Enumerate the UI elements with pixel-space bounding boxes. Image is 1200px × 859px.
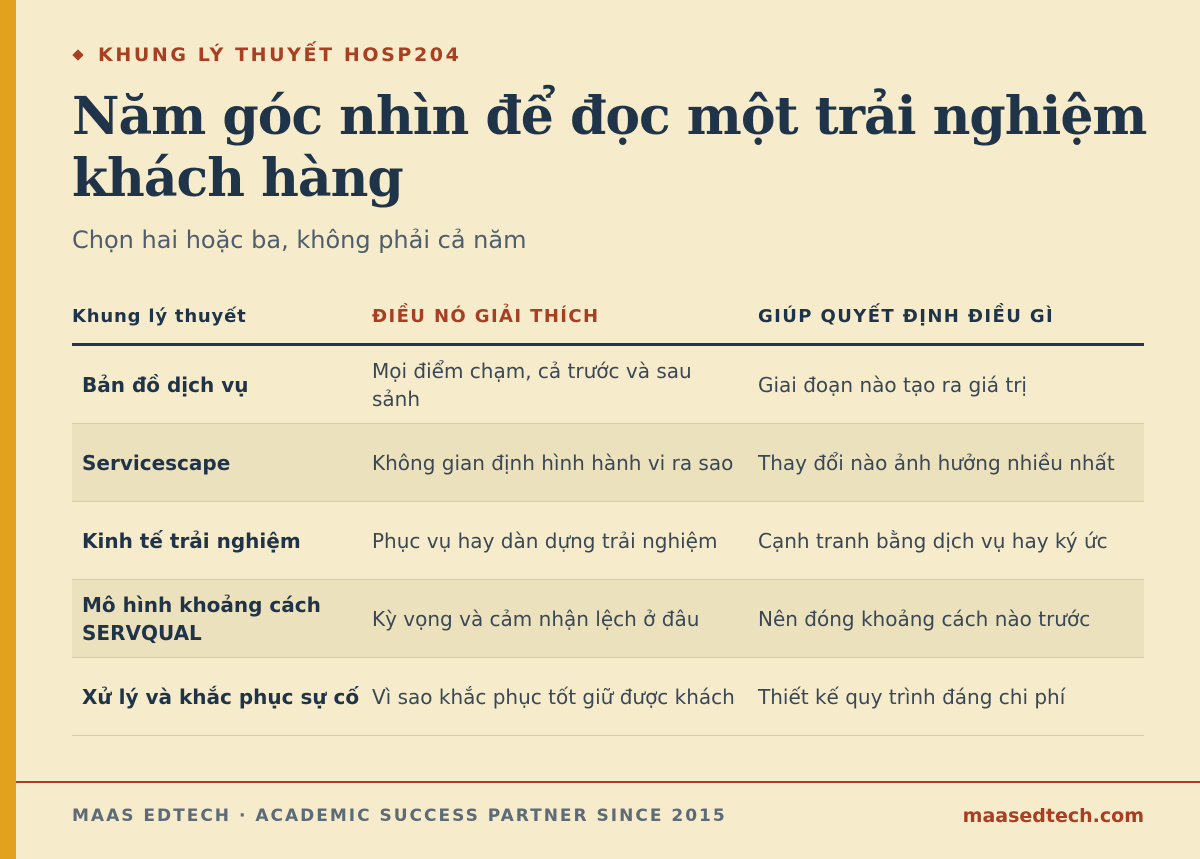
framework-name: Servicescape <box>82 450 231 475</box>
table-row <box>72 424 1144 502</box>
footer-brand: MAAS EDTECH · ACADEMIC SUCCESS PARTNER SINCE 2015 <box>72 806 727 826</box>
eyebrow-text: KHUNG LÝ THUYẾT HOSP204 <box>98 44 462 66</box>
column-header-framework: Khung lý thuyết <box>72 306 247 327</box>
table-row <box>72 658 1144 736</box>
table-row <box>72 580 1144 658</box>
framework-name: Kinh tế trải nghiệm <box>82 528 301 553</box>
framework-decides: Giai đoạn nào tạo ra giá trị <box>758 372 1027 397</box>
eyebrow <box>72 44 461 66</box>
framework-decides: Cạnh tranh bằng dịch vụ hay ký ức <box>758 528 1108 553</box>
framework-name: Bản đồ dịch vụ <box>82 372 249 397</box>
footer-divider <box>16 781 1200 783</box>
framework-explains: Vì sao khắc phục tốt giữ được khách <box>372 684 735 709</box>
diamond-icon <box>72 49 83 60</box>
footer-website-link[interactable]: maasedtech.com <box>962 805 1144 827</box>
page-title: Năm góc nhìn để đọc một trải nghiệm khách hàng <box>72 86 1147 209</box>
framework-explains: Phục vụ hay dàn dựng trải nghiệm <box>372 528 718 553</box>
framework-explains: Kỳ vọng và cảm nhận lệch ở đâu <box>372 606 700 631</box>
framework-explains: Mọi điểm chạm, cả trước và sau sảnh <box>372 358 692 411</box>
framework-name: Xử lý và khắc phục sự cố <box>82 684 360 709</box>
table-header <box>72 290 1144 346</box>
column-header-decides: GIÚP QUYẾT ĐỊNH ĐIỀU GÌ <box>758 306 1055 327</box>
framework-decides: Thiết kế quy trình đáng chi phí <box>758 684 1066 709</box>
frameworks-table <box>72 290 1144 736</box>
framework-explains: Không gian định hình hành vi ra sao <box>372 450 734 475</box>
table-row <box>72 502 1144 580</box>
table-row <box>72 346 1144 424</box>
framework-decides: Nên đóng khoảng cách nào trước <box>758 606 1091 631</box>
framework-name: Mô hình khoảng cách SERVQUAL <box>82 592 321 645</box>
column-header-explains: ĐIỀU NÓ GIẢI THÍCH <box>372 306 600 327</box>
page-subtitle: Chọn hai hoặc ba, không phải cả năm <box>72 226 527 254</box>
framework-decides: Thay đổi nào ảnh hưởng nhiều nhất <box>758 450 1115 475</box>
left-accent-bar <box>0 0 16 859</box>
